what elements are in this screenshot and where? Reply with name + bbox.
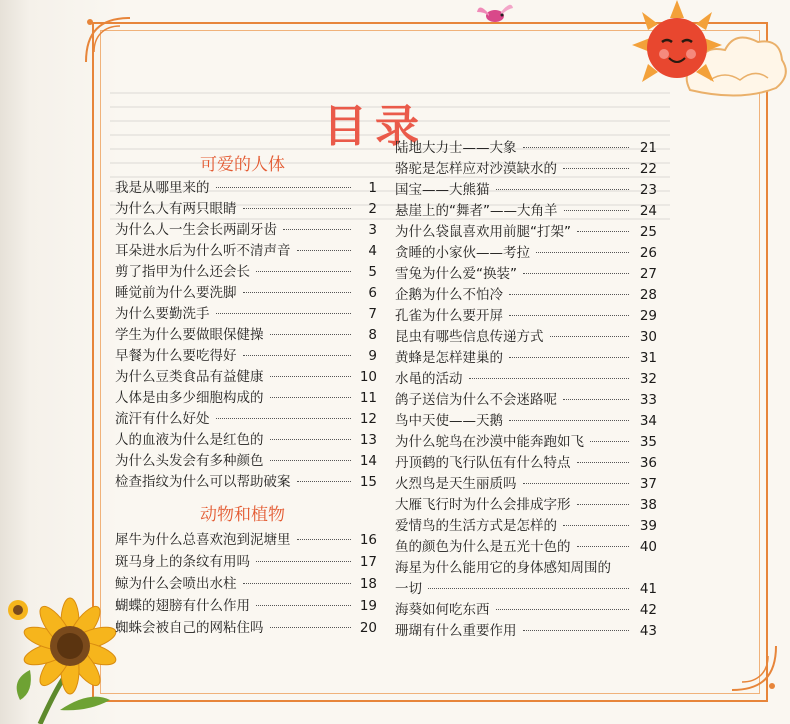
toc-entry[interactable]: 大雁飞行时为什么会排成字形 38	[395, 497, 657, 513]
toc-entry[interactable]: 人的血液为什么是红色的 13	[115, 432, 377, 448]
toc-entry[interactable]: 鸽子送信为什么不会迷路呢 33	[395, 392, 657, 408]
toc-entry[interactable]: 剪了指甲为什么还会长 5	[115, 264, 377, 280]
toc-entry[interactable]: 贪睡的小家伙——考拉 26	[395, 245, 657, 261]
corner-ornament-icon	[80, 12, 136, 68]
toc-entry[interactable]: 斑马身上的条纹有用吗 17	[115, 554, 377, 570]
toc-entry[interactable]: 珊瑚有什么重要作用 43	[395, 623, 657, 639]
toc-entry[interactable]: 企鹅为什么不怕冷 28	[395, 287, 657, 303]
toc-entry[interactable]: 丹顶鹤的飞行队伍有什么特点 36	[395, 455, 657, 471]
toc-entry[interactable]: 鸟中天使——天鹅 34	[395, 413, 657, 429]
toc-entry[interactable]: 黄蜂是怎样建巢的 31	[395, 350, 657, 366]
toc-entry[interactable]: 孔雀为什么要开屏 29	[395, 308, 657, 324]
toc-entry[interactable]: 为什么要勤洗手 7	[115, 306, 377, 322]
toc-entry[interactable]: 耳朵进水后为什么听不清声音 4	[115, 243, 377, 259]
toc-entry[interactable]: 火烈鸟是天生丽质吗 37	[395, 476, 657, 492]
page-title: 目录	[323, 101, 427, 152]
toc-entry[interactable]: 鱼的颜色为什么是五光十色的 40	[395, 539, 657, 555]
toc-entry[interactable]: 昆虫有哪些信息传递方式 30	[395, 329, 657, 345]
toc-entry[interactable]: 雪兔为什么爱“换装” 27	[395, 266, 657, 282]
toc-entry[interactable]: 早餐为什么要吃得好 9	[115, 348, 377, 364]
toc-entry[interactable]: 爱情鸟的生活方式是怎样的 39	[395, 518, 657, 534]
toc-entry[interactable]: 国宝——大熊猫 23	[395, 182, 657, 198]
toc-entry[interactable]: 骆驼是怎样应对沙漠缺水的 22	[395, 161, 657, 177]
toc-entry[interactable]: 人体是由多少细胞构成的 11	[115, 390, 377, 406]
toc-entry[interactable]: 为什么鸵鸟在沙漠中能奔跑如飞 35	[395, 434, 657, 450]
toc-entry[interactable]: 流汗有什么好处 12	[115, 411, 377, 427]
toc-entry[interactable]: 悬崖上的“舞者”——大角羊 24	[395, 203, 657, 219]
toc-entry[interactable]: 鲸为什么会喷出水柱 18	[115, 576, 377, 592]
toc-entry[interactable]: 睡觉前为什么要洗脚 6	[115, 285, 377, 301]
toc-entry[interactable]: 水黾的活动 32	[395, 371, 657, 387]
toc-entry[interactable]: 为什么袋鼠喜欢用前腿“打架” 25	[395, 224, 657, 240]
toc-entry[interactable]: 陆地大力士——大象 21	[395, 140, 657, 156]
section-heading: 可爱的人体	[200, 155, 285, 175]
toc-entry[interactable]: 为什么人一生会长两副牙齿 3	[115, 222, 377, 238]
toc-entry[interactable]: 我是从哪里来的 1	[115, 180, 377, 196]
toc-entry[interactable]: 犀牛为什么总喜欢泡到泥塘里 16	[115, 532, 377, 548]
toc-entry[interactable]: 一切 41	[395, 581, 657, 597]
section-heading: 动物和植物	[200, 505, 285, 525]
toc-entry[interactable]: 蜘蛛会被自己的网粘住吗 20	[115, 620, 377, 636]
toc-entry-multiline-line1[interactable]: 海星为什么能用它的身体感知周围的	[395, 560, 611, 576]
corner-ornament-icon	[726, 640, 782, 696]
toc-entry[interactable]: 为什么头发会有多种颜色 14	[115, 453, 377, 469]
toc-entry[interactable]: 为什么人有两只眼睛 2	[115, 201, 377, 217]
toc-entry[interactable]: 海葵如何吃东西 42	[395, 602, 657, 618]
toc-entry[interactable]: 检查指纹为什么可以帮助破案 15	[115, 474, 377, 490]
toc-entry[interactable]: 学生为什么要做眼保健操 8	[115, 327, 377, 343]
bird-icon	[475, 0, 515, 28]
toc-entry[interactable]: 蝴蝶的翅膀有什么作用 19	[115, 598, 377, 614]
toc-entry[interactable]: 为什么豆类食品有益健康 10	[115, 369, 377, 385]
